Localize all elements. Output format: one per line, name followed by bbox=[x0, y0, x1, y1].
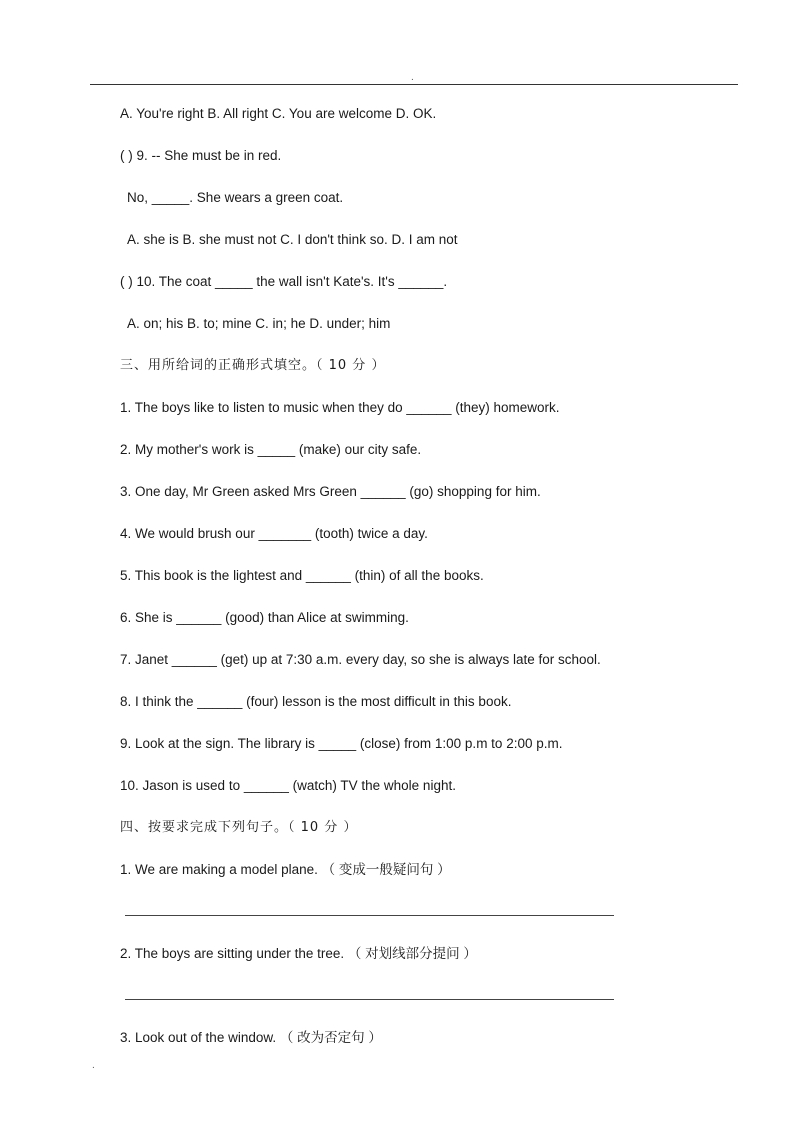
section-4-title: 四、按要求完成下列句子。（ 10 分 ） bbox=[120, 820, 358, 835]
q8-options: A. You're right B. All right C. You are welcome D. OK. bbox=[120, 106, 437, 121]
question-9: ( ) 9. -- She must be in red. bbox=[120, 148, 282, 163]
section-3-item-8: 8. I think the ______ (four) lesson is the most difficult in this book. bbox=[120, 694, 512, 709]
footer-mark: . bbox=[92, 1060, 95, 1071]
section-4-item-1: 1. We are making a model plane. （ 变成一般疑问句 ） bbox=[120, 862, 451, 877]
answer-line-1[interactable] bbox=[125, 915, 614, 916]
question-9-reply: No, _____. She wears a green coat. bbox=[127, 190, 344, 205]
section-3-item-1: 1. The boys like to listen to music when they do ______ (they) homework. bbox=[120, 400, 560, 415]
section-3-item-10: 10. Jason is used to ______ (watch) TV the whole night. bbox=[120, 778, 456, 793]
header-mark: . bbox=[411, 72, 414, 83]
question-10: ( ) 10. The coat _____ the wall isn't Kate's. It's ______. bbox=[120, 274, 448, 289]
section-3-title: 三、用所给词的正确形式填空。（ 10 分 ） bbox=[120, 358, 386, 373]
question-10-options: A. on; his B. to; mine C. in; he D. under; him bbox=[127, 316, 391, 331]
section-4-item-2: 2. The boys are sitting under the tree. （ 对划线部分提问 ） bbox=[120, 946, 477, 961]
section-3-item-5: 5. This book is the lightest and ______ (thin) of all the books. bbox=[120, 568, 484, 583]
answer-line-2[interactable] bbox=[125, 999, 614, 1000]
section-3-item-6: 6. She is ______ (good) than Alice at swimming. bbox=[120, 610, 409, 625]
header-rule bbox=[90, 84, 738, 85]
section-4-item-3: 3. Look out of the window. （ 改为否定句 ） bbox=[120, 1030, 382, 1045]
section-3-item-4: 4. We would brush our _______ (tooth) twice a day. bbox=[120, 526, 428, 541]
question-9-options: A. she is B. she must not C. I don't think so. D. I am not bbox=[127, 232, 458, 247]
section-3-item-9: 9. Look at the sign. The library is _____ (close) from 1:00 p.m to 2:00 p.m. bbox=[120, 736, 563, 751]
section-3-item-7: 7. Janet ______ (get) up at 7:30 a.m. every day, so she is always late for school. bbox=[120, 652, 601, 667]
section-3-item-3: 3. One day, Mr Green asked Mrs Green ______ (go) shopping for him. bbox=[120, 484, 541, 499]
section-3-item-2: 2. My mother's work is _____ (make) our city safe. bbox=[120, 442, 422, 457]
